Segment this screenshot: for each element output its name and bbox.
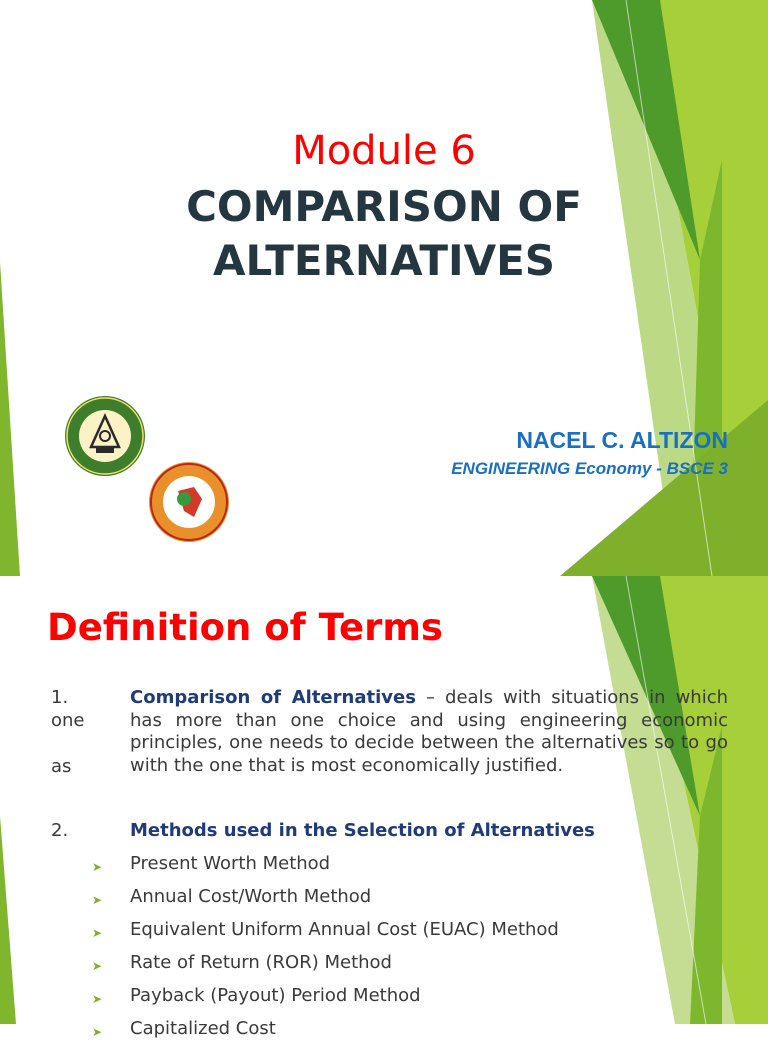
arrowhead-bullet-icon: ➤ (92, 893, 103, 907)
author-name: NACEL C. ALTIZON (516, 427, 728, 453)
definition-text: – deals with situations in which has more than one choice and using engineering economic principles, one needs to decide between the alternatives so to go with the one that is most economically justified. (130, 687, 729, 776)
module-title: Module 6 (292, 128, 476, 174)
arrowhead-bullet-icon: ➤ (92, 926, 103, 940)
item-left-word-1: one (51, 710, 85, 731)
definition-term: Comparison of Alternatives (130, 687, 416, 708)
definition-slide (0, 576, 768, 1039)
section-heading: Definition of Terms (47, 606, 443, 649)
method-label: Rate of Return (ROR) Method (130, 952, 392, 973)
item-left-word-2: as (51, 756, 72, 777)
methods-heading: Methods used in the Selection of Alternatives (130, 820, 595, 841)
arrowhead-bullet-icon: ➤ (92, 860, 103, 874)
definition-paragraph (130, 687, 728, 777)
item-number-2: 2. (51, 820, 69, 841)
arrowhead-bullet-icon: ➤ (92, 992, 103, 1006)
university-seal-icon (64, 395, 146, 477)
method-label: Equivalent Uniform Annual Cost (EUAC) Method (130, 919, 559, 940)
slide-title-line-1: COMPARISON OF (186, 182, 582, 231)
slide-title-line-2: ALTERNATIVES (212, 236, 556, 285)
method-label: Present Worth Method (130, 853, 331, 874)
left-green-sliver (0, 816, 16, 1024)
arrowhead-bullet-icon: ➤ (92, 1025, 103, 1039)
arrowhead-bullet-icon: ➤ (92, 959, 103, 973)
method-label: Payback (Payout) Period Method (130, 985, 421, 1006)
item-number-1: 1. (51, 687, 69, 708)
method-label: Capitalized Cost (130, 1018, 276, 1039)
college-of-engineering-seal-icon (148, 461, 230, 543)
method-label: Annual Cost/Worth Method (130, 886, 372, 907)
course-label: ENGINEERING Economy - BSCE 3 (451, 459, 728, 478)
left-green-sliver (0, 262, 20, 576)
